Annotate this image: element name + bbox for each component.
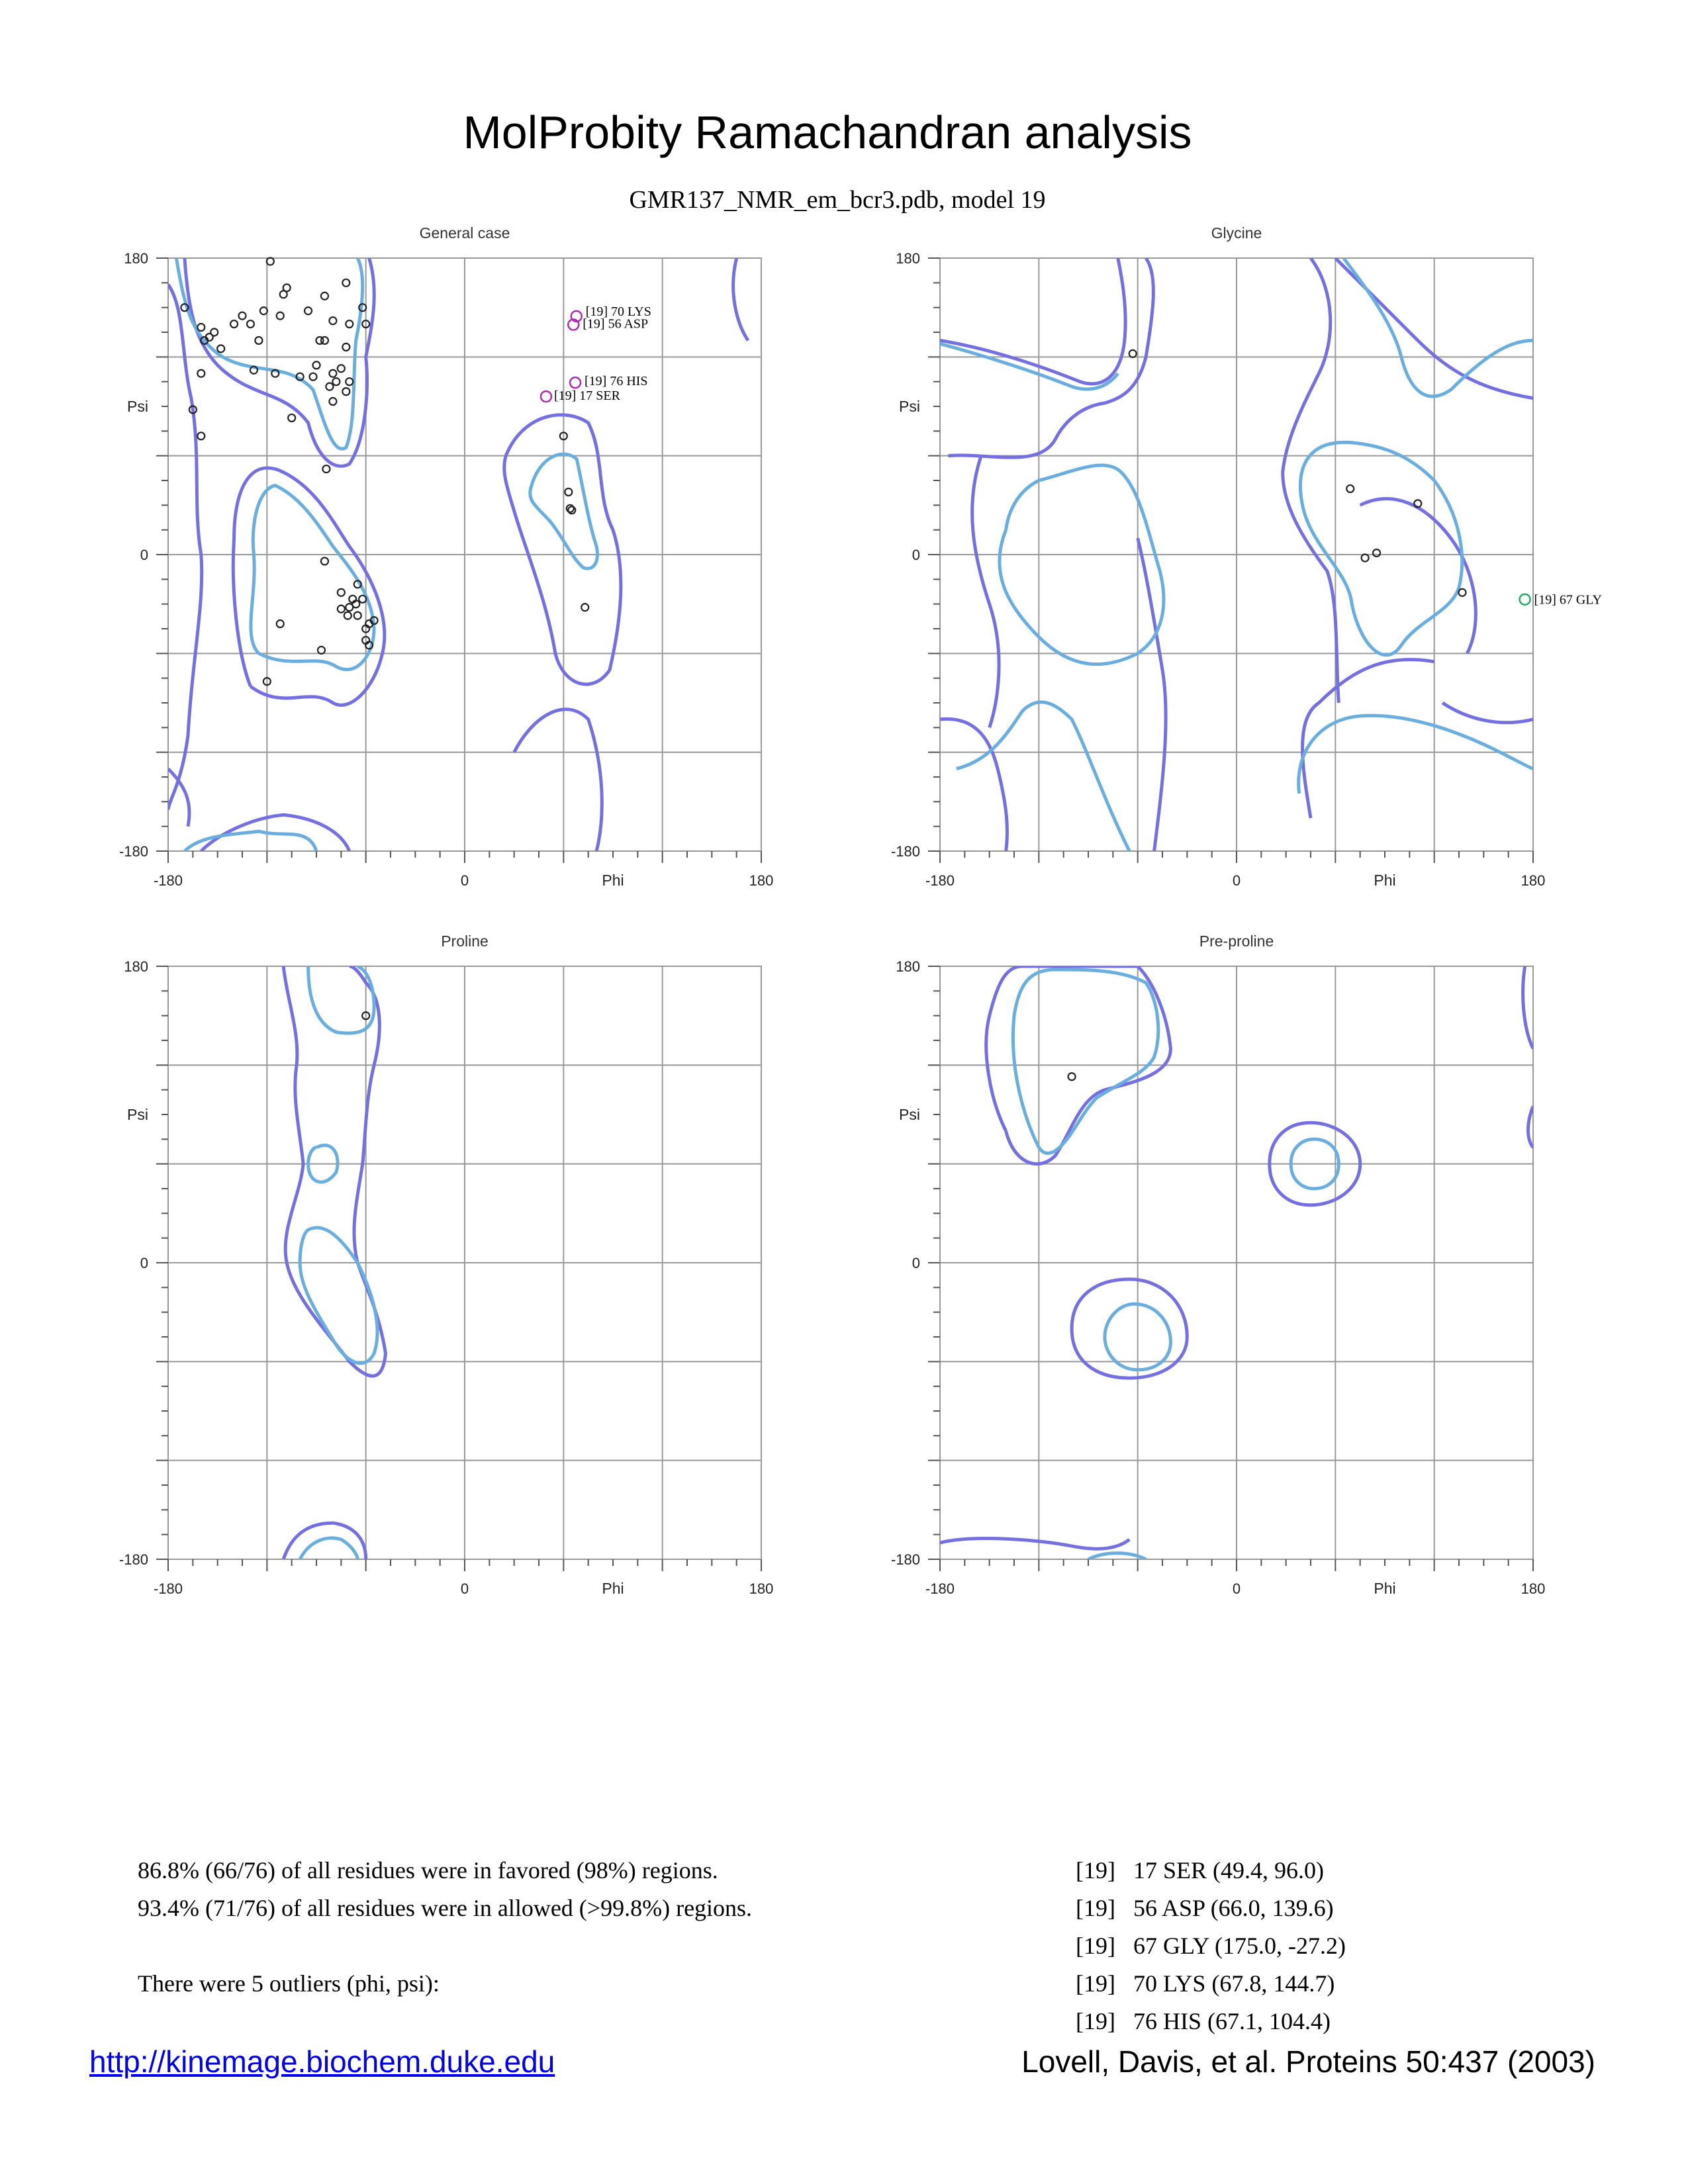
outlier-item: [19] 56 ASP (66.0, 139.6): [1076, 1895, 1334, 1921]
panel-title: Glycine: [1211, 224, 1262, 242]
panel-title: General case: [419, 224, 510, 242]
favored-contour: [957, 702, 1129, 851]
y-axis-label: Psi: [127, 1106, 148, 1123]
allowed-contour: [733, 258, 748, 340]
x-tick-label: 180: [749, 1580, 774, 1597]
data-point: [322, 465, 330, 473]
favored-contour: [1000, 465, 1164, 664]
allowed-contour: [514, 709, 602, 851]
x-tick-label: 0: [460, 1580, 469, 1597]
favored-contour: [300, 1538, 357, 1559]
outlier-item: [19] 70 LYS (67.8, 144.7): [1076, 1970, 1335, 1997]
outlier-label: [19] 70 LYS: [585, 304, 651, 319]
x-axis-label: Phi: [1374, 1580, 1396, 1597]
data-point: [1362, 554, 1369, 561]
kinemage-link[interactable]: http://kinemage.biochem.duke.edu: [89, 2044, 555, 2079]
data-point: [342, 343, 350, 351]
x-tick-label: 180: [1521, 1580, 1546, 1597]
data-point: [581, 604, 588, 611]
panel-title: Proline: [441, 933, 489, 950]
allowed-contour: [185, 258, 374, 466]
outlier-point: [570, 377, 581, 388]
data-point: [1068, 1073, 1076, 1080]
favored-contour: [176, 258, 362, 449]
x-tick-label: -180: [153, 1580, 183, 1597]
outlier-item: [19] 17 SER (49.4, 96.0): [1076, 1857, 1324, 1884]
data-point: [354, 612, 361, 619]
y-tick-label: 180: [124, 958, 148, 975]
favored-contour: [1299, 715, 1533, 794]
y-tick-label: 180: [896, 958, 920, 975]
data-point: [342, 388, 350, 395]
y-axis-label: Psi: [127, 398, 148, 415]
y-tick-label: -180: [118, 1551, 148, 1568]
proline-plot: [118, 933, 774, 1602]
data-point: [197, 370, 205, 377]
outlier-point: [1520, 594, 1530, 605]
data-point: [338, 606, 345, 613]
allowed-contour: [940, 1539, 1129, 1549]
page-title: MolProbity Ramachandran analysis: [463, 107, 1192, 158]
x-tick-label: 180: [1521, 872, 1546, 889]
allowed-contour: [168, 285, 202, 810]
data-point: [318, 647, 325, 654]
data-point: [277, 312, 284, 320]
x-tick-label: -180: [925, 872, 955, 889]
data-point: [346, 320, 353, 328]
data-point: [565, 488, 572, 496]
data-point: [1129, 350, 1137, 357]
outlier-item: [19] 67 GLY (175.0, -27.2): [1076, 1933, 1346, 1959]
outlier-label: [19] 17 SER: [553, 388, 620, 404]
data-point: [197, 432, 205, 439]
y-tick-label: 0: [912, 547, 920, 563]
x-tick-label: 180: [749, 872, 774, 889]
citation: Lovell, Davis, et al. Proteins 50:437 (2003): [1021, 2044, 1595, 2079]
data-point: [346, 378, 353, 385]
data-point: [230, 320, 238, 328]
data-point: [277, 620, 284, 627]
x-tick-label: 0: [1232, 1580, 1241, 1597]
x-axis-label: Phi: [602, 872, 624, 889]
outlier-intro: There were 5 outliers (phi, psi):: [138, 1970, 440, 1997]
x-tick-label: -180: [925, 1580, 955, 1597]
data-point: [197, 324, 205, 331]
panel-title: Pre-proline: [1199, 933, 1274, 950]
data-point: [321, 557, 328, 565]
allowed-contour: [1303, 660, 1434, 819]
outlier-label: [19] 76 HIS: [585, 374, 648, 389]
data-point: [342, 279, 350, 287]
general-case-plot: [118, 224, 774, 893]
data-point: [329, 370, 336, 377]
allowed-contour: [1442, 703, 1533, 723]
outlier-list: [1076, 1852, 1346, 2040]
x-axis-label: Phi: [1374, 872, 1396, 889]
allowed-contour: [283, 1523, 366, 1559]
outlier-point: [541, 391, 551, 402]
favored-summary: 86.8% (66/76) of all residues were in favored (98%) regions.: [138, 1857, 718, 1884]
data-point: [332, 378, 340, 385]
allowed-contour: [1523, 966, 1533, 1048]
y-tick-label: 0: [140, 547, 148, 563]
outlier-item: [19] 76 HIS (67.1, 104.4): [1076, 2008, 1331, 2034]
data-point: [321, 337, 328, 344]
data-point: [568, 506, 575, 514]
favored-contour: [1300, 442, 1462, 655]
data-point: [283, 284, 291, 291]
allowed-contour: [1528, 1107, 1534, 1148]
allowed-contour: [972, 456, 999, 728]
glycine-plot: [890, 224, 1602, 893]
allowed-contour: [283, 966, 385, 1376]
favored-contour: [251, 486, 374, 670]
favored-contour: [308, 966, 374, 1033]
favored-contour: [1013, 970, 1158, 1153]
y-tick-label: -180: [118, 843, 148, 860]
summary-spacer: [138, 1927, 752, 1965]
data-point: [239, 312, 246, 320]
data-point: [217, 345, 224, 352]
favored-contour: [1344, 258, 1533, 396]
y-tick-label: 0: [140, 1255, 148, 1271]
data-point: [310, 373, 317, 381]
data-point: [288, 414, 295, 422]
outlier-label: [19] 67 GLY: [1534, 592, 1602, 608]
y-axis-label: Psi: [899, 398, 920, 415]
data-point: [326, 383, 333, 390]
data-point: [260, 307, 267, 314]
data-point: [247, 320, 254, 328]
data-point: [1458, 589, 1466, 596]
outlier-label: [19] 56 ASP: [583, 316, 649, 332]
allowed-contour: [1283, 258, 1339, 703]
x-axis-label: Phi: [602, 1580, 624, 1597]
data-point: [338, 589, 345, 596]
data-point: [1346, 485, 1354, 492]
x-tick-label: 0: [1232, 872, 1241, 889]
y-tick-label: 180: [896, 250, 920, 267]
y-tick-label: -180: [890, 843, 920, 860]
data-point: [321, 293, 328, 300]
y-tick-label: -180: [890, 1551, 920, 1568]
y-tick-label: 0: [912, 1255, 920, 1271]
data-point: [313, 361, 320, 369]
y-axis-label: Psi: [899, 1106, 920, 1123]
allowed-contour: [940, 719, 1007, 851]
x-tick-label: 0: [460, 872, 469, 889]
pre-proline-plot: [890, 933, 1546, 1602]
data-point: [344, 612, 352, 619]
data-point: [305, 307, 312, 314]
data-point: [359, 596, 366, 603]
allowed-summary: 93.4% (71/76) of all residues were in allowed (>99.8%) regions.: [138, 1895, 753, 1921]
summary-stats: [138, 1852, 752, 2003]
data-point: [267, 257, 274, 265]
y-tick-label: 180: [124, 250, 148, 267]
data-point: [255, 337, 262, 344]
data-point: [329, 398, 336, 405]
data-point: [211, 329, 218, 336]
allowed-contour: [940, 258, 1125, 384]
x-tick-label: -180: [153, 872, 183, 889]
data-point: [1373, 549, 1380, 557]
allowed-contour: [1360, 499, 1476, 654]
data-point: [338, 365, 345, 372]
page-subtitle: GMR137_NMR_em_bcr3.pdb, model 19: [629, 186, 1046, 214]
data-point: [329, 317, 336, 324]
